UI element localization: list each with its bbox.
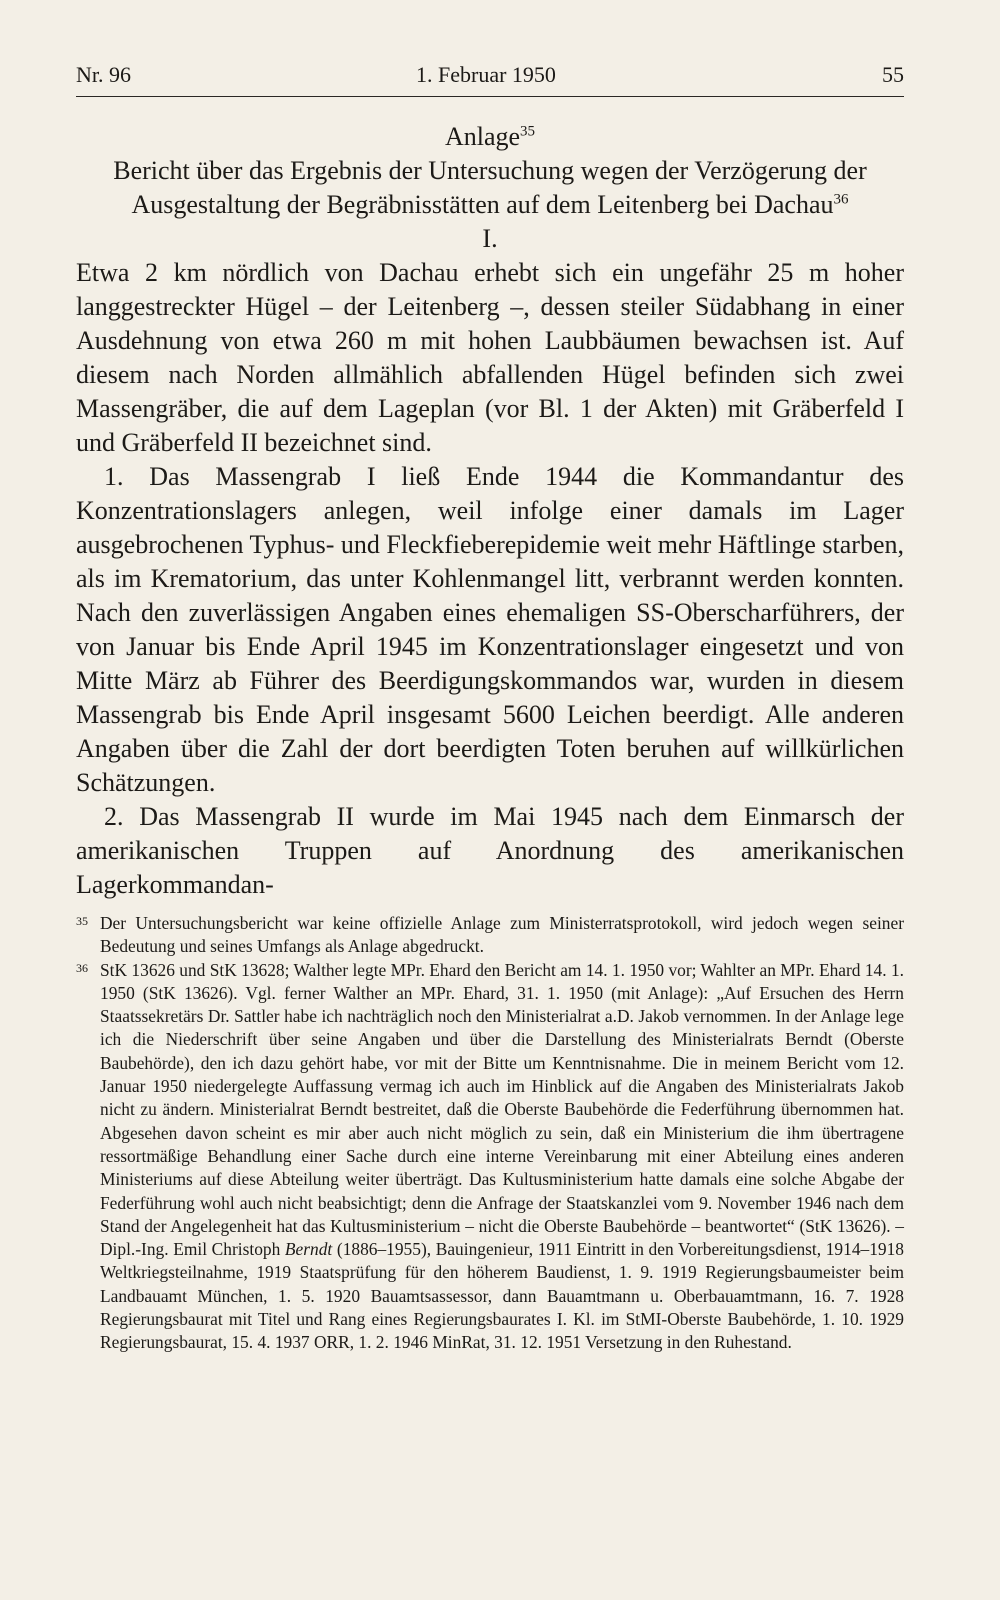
section-number: I.: [482, 224, 498, 253]
annex-label: [76, 120, 904, 154]
paragraph-intro: Etwa 2 km nördlich von Dachau erhebt sich ein ungefähr 25 m hoher langgestreckter Hügel – der Leitenberg –, dessen steiler Südabhang in einer Ausdehnung von etwa 260 m mit hohen Laubbäumen bewachsen ist. Auf diesem nach Norden allmählich abfallenden Hügel befinden sich zwei Massengräber, die auf dem Lageplan (vor Bl. 1 der Akten) mit Gräberfeld I und Gräberfeld II bezeichnet sind.: [76, 258, 904, 457]
paragraph-mass-grave-2: 2. Das Massengrab II wurde im Mai 1945 nach dem Einmarsch der amerikanischen Truppen auf Anordnung des amerikanischen Lagerkommandan-: [76, 802, 904, 899]
footnote-italic-name: Berndt: [284, 1239, 333, 1260]
footnote-text-part: StK 13626 und StK 13628; Walther legte MPr. Ehard den Bericht am 14. 1. 1950 vor; Wahlter an MPr. Ehard 14. 1. 1950 (StK 13626). Vgl. ferner Walther an MPr. Ehard, 31. 1. 1950 (mit Anlage): „Auf Ersuchen des Herrn Staatssekretärs Dr. Sattler habe ich nachträglich noch den Ministerialrat a.D. Jakob vernommen. In der Anlage lege ich die Niederschrift über seine Angaben und über die Darstellung des Ministerialrats Berndt (Oberste Baubehörde), den ich dazu gehört habe, vor mit der Bitte um Kenntnisnahme. Die in meinem Bericht vom 12. Januar 1950 niedergelegte Auffassung vermag ich auch im Hinblick auf die Angaben des Ministerialrats Jakob nicht zu ändern. Ministerialrat Berndt bestreitet, daß die Oberste Baubehörde die Federführung übernommen hat. Abgesehen davon scheint es mir aber auch nicht möglich zu sein, daß ein Ministerium die ihm übertragene ressortmäßige Behandlung einer Sache durch eine interne Vereinbarung mit einer Abteilung eines anderen Ministeriums auf diese Abteilung weiter überträgt. Das Kultusministerium hatte damals eine solche Abgabe der Federführung wohl auch nicht beabsichtigt; denn die Anfrage der Staatskanzlei vom 9. November 1946 nach dem Stand der Angelegenheit hat das Kultusministerium – nicht die Oberste Baubehörde – beantwortet“ (StK 13626). – Dipl.-Ing. Emil Christoph: [100, 959, 904, 1260]
footnote-text: [100, 959, 904, 1355]
footnote-number: 35: [76, 914, 88, 928]
header-date: 1. Februar 1950: [416, 62, 556, 87]
report-title: [76, 154, 904, 222]
document-number: Nr. 96: [76, 62, 131, 87]
footnote-text: Der Untersuchungsbericht war keine offizielle Anlage zum Ministerratsprotokoll, wird jedoch wegen seiner Bedeutung und seines Umfangs als Anlage abgedruckt.: [100, 913, 904, 957]
report-title-text: Bericht über das Ergebnis der Untersuchung wegen der Verzögerung der Ausgestaltung der Begräbnisstätten auf dem Leitenberg bei Dachau: [113, 156, 867, 219]
annex-label-text: Anlage: [444, 122, 521, 151]
footnote-36: [76, 959, 904, 1355]
footnote-number: 36: [76, 960, 88, 975]
footnote-35: [76, 912, 904, 959]
footnote-text-part: (1886–1955), Bauingenieur, 1911 Eintritt in den Vorbereitungsdienst, 1914–1918 Weltkriegsteilnahme, 1919 Staatsprüfung für den höherem Baudienst, 1. 9. 1919 Regierungsbaumeister beim Landbauamt München, 1. 5. 1920 Bauamtsassessor, dann Bauamtmann u. Oberbauamtmann, 16. 7. 1928 Regierungsbaurat mit Titel und Rang eines Regierungsbaurates I. Kl. im StMI-Oberste Baubehörde, 1. 10. 1929 Regierungsbaurat, 15. 4. 1937 ORR, 1. 2. 1946 MinRat, 31. 12. 1951 Versetzung in den Ruhestand.: [100, 1239, 904, 1353]
footnote-ref-35: 35: [520, 123, 536, 140]
header-rule: [76, 96, 904, 97]
footnote-ref-36: 36: [833, 191, 849, 208]
running-header: [76, 62, 904, 94]
main-text: [76, 120, 904, 902]
page-number: 55: [882, 62, 904, 87]
footnotes: [76, 912, 904, 1355]
paragraph-mass-grave-1: 1. Das Massengrab I ließ Ende 1944 die Kommandantur des Konzentrationslagers anlegen, weil infolge einer damals im Lager ausgebrochenen Typhus- und Fleckfieberepidemie weit mehr Häftlinge starben, als im Krematorium, das unter Kohlenmangel litt, verbrannt werden konnten. Nach den zuverlässigen Angaben eines ehemaligen SS-Oberscharführers, der von Januar bis Ende April 1945 im Konzentrationslager eingesetzt und von Mitte März ab Führer des Beerdigungskommandos war, wurden in diesem Massengrab bis Ende April insgesamt 5600 Leichen beerdigt. Alle anderen Angaben über die Zahl der dort beerdigten Toten beruhen auf willkürlichen Schätzungen.: [76, 462, 904, 797]
